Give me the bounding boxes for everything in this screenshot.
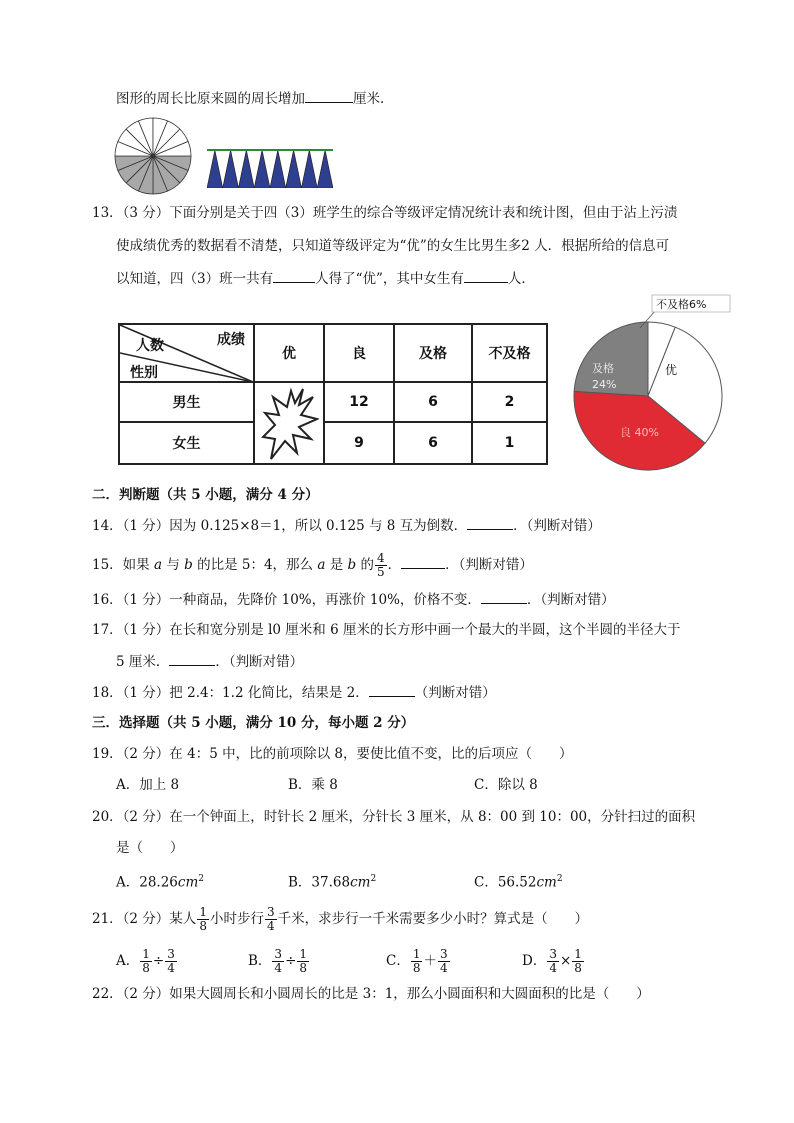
q16: 16．（1 分）一种商品，先降价 10%，再涨价 10%，价格不变． ．（判断对错）	[92, 592, 615, 608]
q20-line1: 20．（2 分）在一个钟面上，时针长 2 厘米，分针长 3 厘米，从 8：00 到 10：00，分针扫过的面积	[92, 809, 696, 825]
q22-stem: 22．（2 分）如果大圆周长和小圆周长的比是 3：1，那么小圆面积和大圆面积的比是（ ）	[92, 986, 650, 1002]
q19-option-c[interactable]: C．除以 8	[474, 777, 538, 793]
q21-stem: 21．（2 分）某人 $\frac{1}{8}$ 小时步行 $\frac{3}{4}$ 千米，求步行一千米需要多少小时？算式是（ ）	[92, 905, 589, 933]
q19-option-b[interactable]: B．乘 8	[288, 777, 338, 793]
answer-blank[interactable]	[401, 555, 445, 569]
corner-label-gender: 性别	[130, 365, 158, 381]
fraction: $\frac{4}{5}$	[376, 551, 385, 579]
q12-tail: 图形的周长比原来圆的周长增加 厘米．	[116, 91, 394, 107]
table-cell: 9	[324, 422, 394, 464]
table-header: 不及格	[472, 324, 547, 382]
fraction: $\frac{1}{8}$	[199, 905, 207, 933]
table-header: 优	[254, 324, 324, 382]
table-header: 良	[324, 324, 394, 382]
q14: 14．（1 分）因为 0.125×8＝1，所以 0.125 与 8 互为倒数． ．（判断对错）	[92, 518, 601, 534]
q19-option-a[interactable]: A．加上 8	[116, 777, 180, 793]
q13-line1: 13．（3 分）下面分别是关于四（3）班学生的综合等级评定情况统计表和统计图，但由于沾上污渍	[92, 205, 678, 221]
answer-blank[interactable]	[169, 652, 215, 666]
row-label: 女生	[119, 422, 254, 464]
table-cell: 6	[394, 422, 472, 464]
q21-option-c[interactable]: C． $\frac{1}{8}$ ＋ $\frac{3}{4}$	[386, 947, 448, 975]
row-label: 男生	[119, 382, 254, 423]
section-title-judgement: 二．判断题（共 5 小题，满分 4 分）	[92, 487, 319, 503]
q13-line2: 使成绩优秀的数据看不清楚，只知道等级评定为“优”的女生比男生多2 人．根据所给的信息可	[116, 238, 670, 254]
table-row	[119, 382, 547, 423]
answer-blank[interactable]	[467, 516, 513, 530]
q21-option-d[interactable]: D． $\frac{3}{4}$ × $\frac{1}{8}$	[522, 947, 582, 975]
q17-line1: 17．（1 分）在长和宽分别是 l0 厘米和 6 厘米的长方形中画一个最大的半圆，这个半圆的半径大于	[92, 622, 681, 638]
table-header: 及格	[394, 324, 472, 382]
q21-option-a[interactable]: A． $\frac{1}{8}$ ÷ $\frac{3}{4}$	[116, 947, 175, 975]
q17-line2: 5 厘米． ．（判断对错）	[116, 654, 304, 670]
pie-label-pass-pct: 24%	[592, 378, 617, 391]
grade-pie-chart	[572, 290, 732, 480]
table-cell: 2	[472, 382, 547, 423]
table-cell: 6	[394, 382, 472, 423]
answer-blank[interactable]	[481, 590, 527, 604]
answer-blank[interactable]	[305, 89, 353, 103]
q20-option-c[interactable]: C．$56.52cm^2$	[474, 874, 563, 891]
q21-option-b[interactable]: B． $\frac{3}{4}$ ÷ $\frac{1}{8}$	[248, 947, 308, 975]
grade-table	[118, 323, 548, 465]
table-corner-header	[119, 324, 254, 382]
q19-stem: 19．（2 分）在 4：5 中，比的前项除以 8，要使比值不变，比的后项应（ ）	[92, 746, 573, 762]
q20-option-b[interactable]: B．$37.68cm^2$	[288, 874, 377, 891]
pie-label-pass: 及格	[592, 362, 614, 375]
pie-label-excellent: 优	[665, 363, 678, 377]
answer-blank-girls[interactable]	[464, 269, 508, 283]
q13-line3: 以知道，四（3）班一共有 人得了“优”，其中女生有 人．	[116, 271, 535, 287]
ink-stain	[254, 382, 324, 464]
rearranged-strip-figure	[207, 148, 333, 188]
table-cell: 12	[324, 382, 394, 423]
pie-label-fail: 不及格6%	[656, 298, 707, 311]
q18: 18．（1 分）把 2.4：1.2 化简比，结果是 2． （判断对错）	[92, 685, 496, 701]
q20-option-a[interactable]: A．$28.26cm^2$	[116, 874, 205, 891]
q15: 15．如果 a 与 b 的比是 5：4，那么 a 是 b 的 $\frac{4}{5}$ ． ．（判断对错）	[92, 551, 533, 579]
table-cell: 1	[472, 422, 547, 464]
fraction: $\frac{3}{4}$	[266, 905, 275, 933]
q20-line2: 是（ ）	[116, 840, 184, 856]
corner-label-grade: 成绩	[217, 332, 245, 348]
answer-blank-total[interactable]	[273, 269, 315, 283]
section-title-choice: 三．选择题（共 5 小题，满分 10 分，每小题 2 分）	[92, 715, 415, 731]
circle-sector-figure	[113, 116, 193, 196]
pie-label-good: 良 40%	[620, 426, 659, 439]
table-row	[119, 422, 547, 464]
corner-label-count: 人数	[136, 338, 164, 354]
answer-blank[interactable]	[369, 683, 415, 697]
